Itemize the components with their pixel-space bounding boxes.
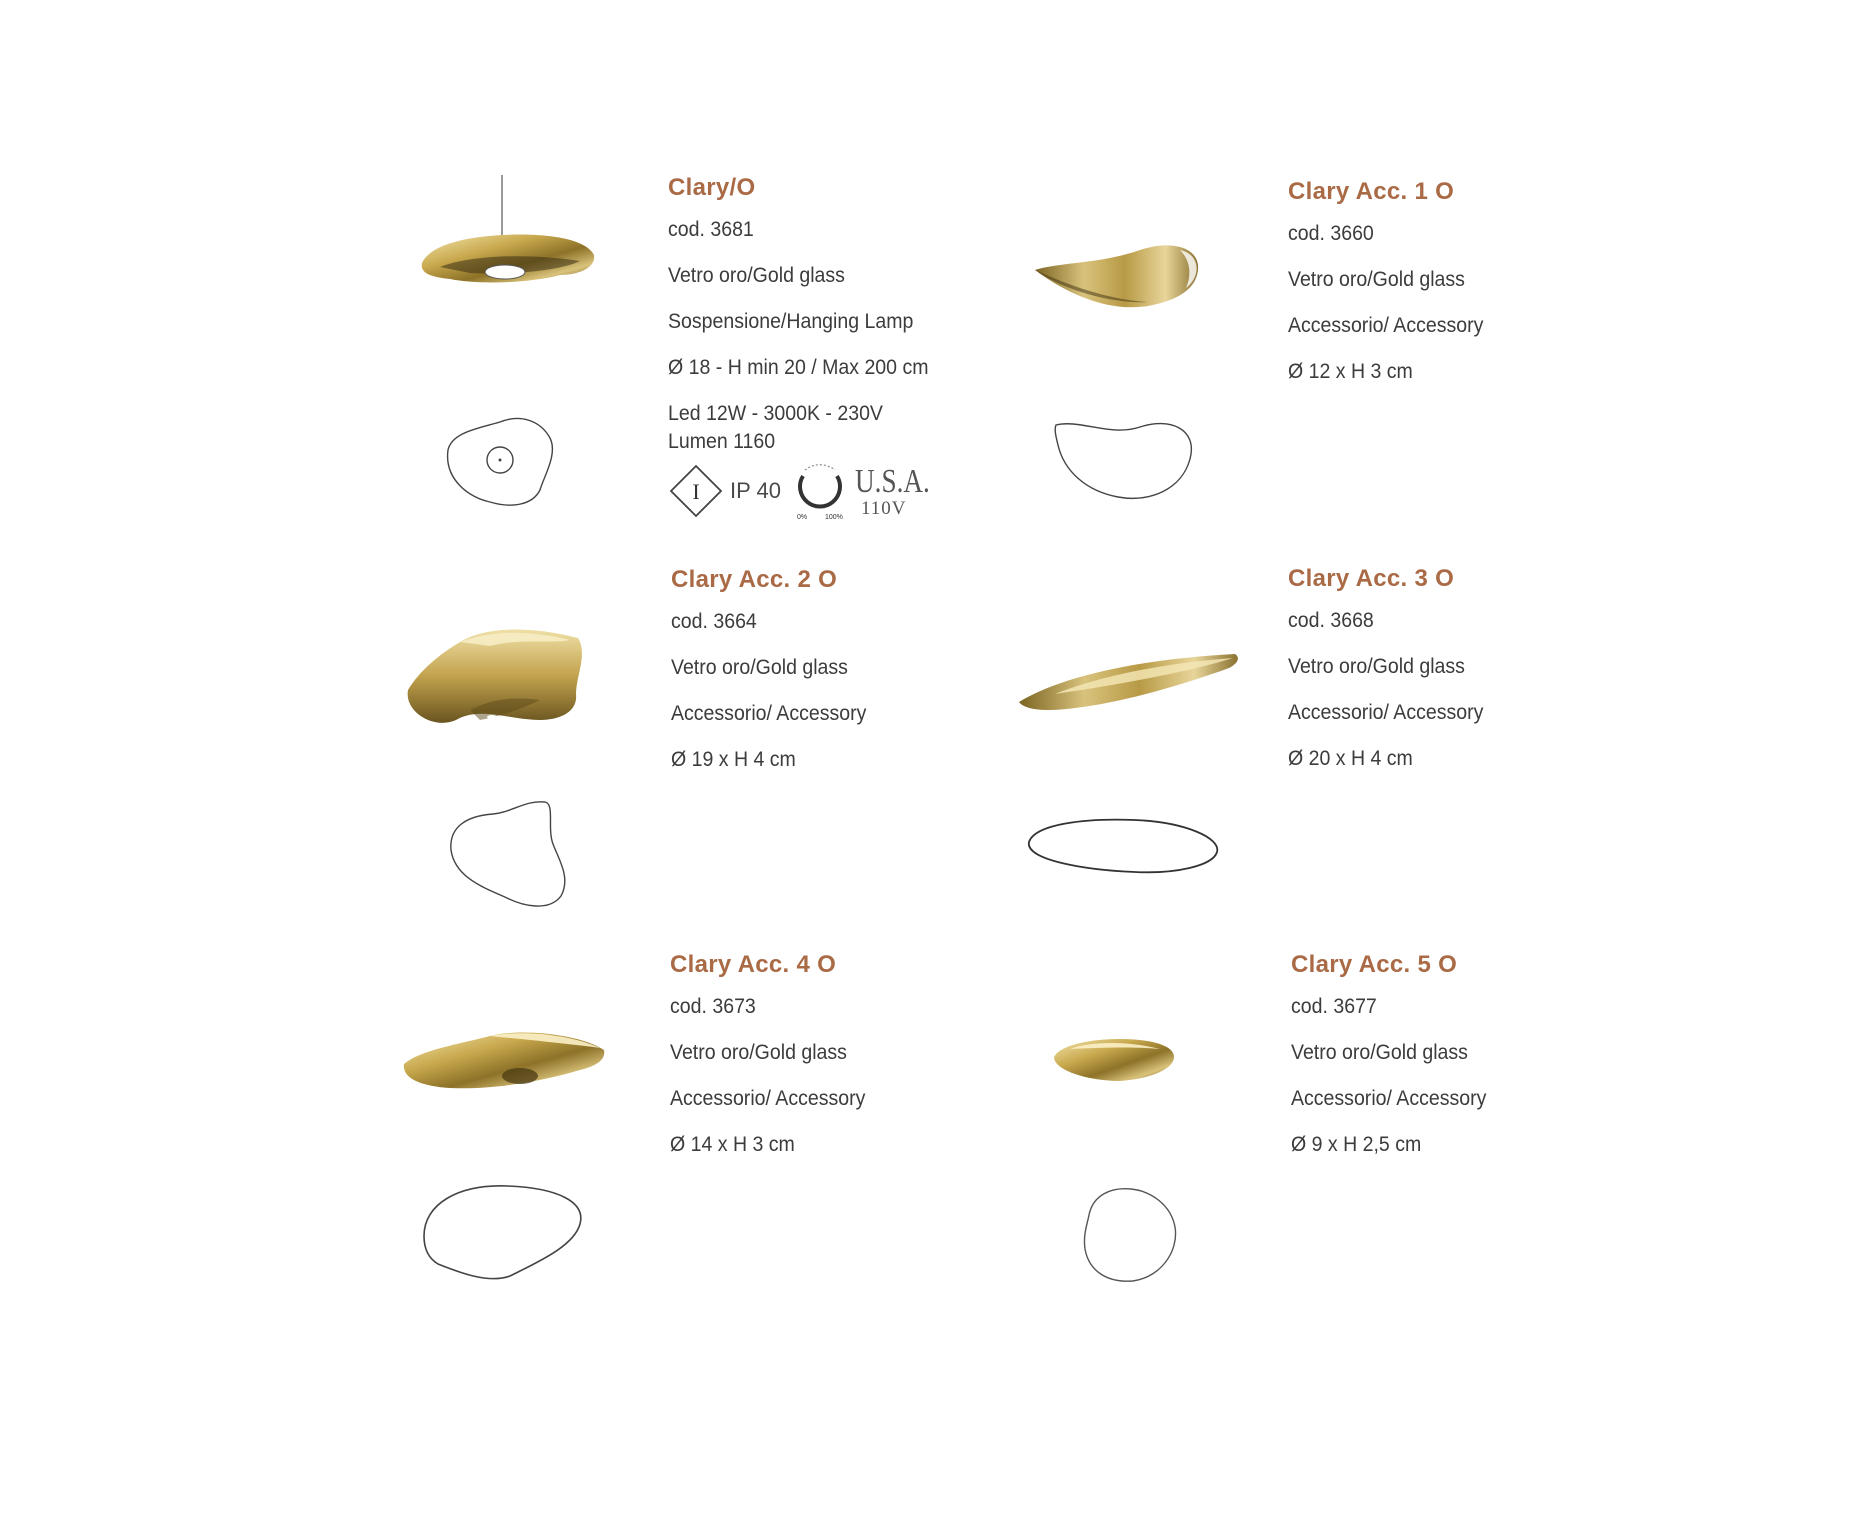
dimmer-max-label: 100% <box>824 514 843 520</box>
usa-voltage: 110V <box>860 497 907 519</box>
product-clary-acc-1 <box>1288 178 1498 406</box>
class-one-icon <box>668 463 724 519</box>
product-clary-acc-5 <box>1291 951 1501 1179</box>
clary-acc-5-photo <box>1050 1035 1180 1090</box>
product-clary-acc-3 <box>1288 565 1498 793</box>
product-material: Vetro oro/Gold glass <box>1291 1041 1468 1064</box>
ip-rating: IP 40 <box>730 478 781 503</box>
product-title: Clary Acc. 4 O <box>670 951 837 978</box>
clary-acc-1-outline <box>1050 415 1200 510</box>
clary-acc-5-outline <box>1075 1185 1185 1290</box>
usa-label: U.S.A. <box>854 462 930 500</box>
product-lumen: Lumen 1160 <box>668 430 776 453</box>
product-code: cod. 3664 <box>671 610 757 633</box>
clary-acc-3-outline <box>1025 810 1225 885</box>
product-title: Clary Acc. 1 O <box>1288 178 1455 205</box>
product-code: cod. 3681 <box>668 218 754 241</box>
clary-acc-4-photo <box>400 1020 610 1105</box>
class-label: I <box>692 479 700 504</box>
product-type: Accessorio/ Accessory <box>1288 314 1484 337</box>
product-code: cod. 3668 <box>1288 609 1374 632</box>
product-title: Clary Acc. 5 O <box>1291 951 1458 978</box>
product-size: Ø 9 x H 2,5 cm <box>1291 1133 1422 1156</box>
clary-acc-2-photo <box>400 620 590 735</box>
dimmer-icon <box>791 462 849 520</box>
product-code: cod. 3677 <box>1291 995 1377 1018</box>
product-clary-o <box>668 174 949 520</box>
product-type: Sospensione/Hanging Lamp <box>668 310 914 333</box>
product-size: Ø 18 - H min 20 / Max 200 cm <box>668 356 929 379</box>
clary-acc-3-photo <box>1015 640 1245 725</box>
product-power: Led 12W - 3000K - 230V <box>668 402 883 425</box>
product-title: Clary/O <box>668 174 756 201</box>
product-type: Accessorio/ Accessory <box>670 1087 866 1110</box>
product-size: Ø 19 x H 4 cm <box>671 748 796 771</box>
product-material: Vetro oro/Gold glass <box>1288 655 1465 678</box>
product-clary-acc-4 <box>670 951 880 1179</box>
clary-acc-2-outline <box>445 798 575 915</box>
product-title: Clary Acc. 2 O <box>671 566 838 593</box>
product-size: Ø 14 x H 3 cm <box>670 1133 795 1156</box>
clary-acc-4-outline <box>418 1180 588 1285</box>
product-code: cod. 3673 <box>670 995 756 1018</box>
product-type: Accessorio/ Accessory <box>1291 1087 1487 1110</box>
product-size: Ø 20 x H 4 cm <box>1288 747 1413 770</box>
product-type: Accessorio/ Accessory <box>1288 701 1484 724</box>
product-material: Vetro oro/Gold glass <box>668 264 845 287</box>
product-size: Ø 12 x H 3 cm <box>1288 360 1413 383</box>
clary-acc-1-photo <box>1030 240 1210 335</box>
certification-badges <box>668 462 949 520</box>
product-material: Vetro oro/Gold glass <box>1288 268 1465 291</box>
product-material: Vetro oro/Gold glass <box>671 656 848 679</box>
product-title: Clary Acc. 3 O <box>1288 565 1455 592</box>
clary-o-photo <box>410 175 610 300</box>
product-type: Accessorio/ Accessory <box>671 702 867 725</box>
product-code: cod. 3660 <box>1288 222 1374 245</box>
clary-o-outline <box>440 410 570 515</box>
usa-badge <box>854 462 949 519</box>
product-material: Vetro oro/Gold glass <box>670 1041 847 1064</box>
dimmer-min-label: 0% <box>796 514 808 520</box>
product-clary-acc-2 <box>671 566 881 794</box>
